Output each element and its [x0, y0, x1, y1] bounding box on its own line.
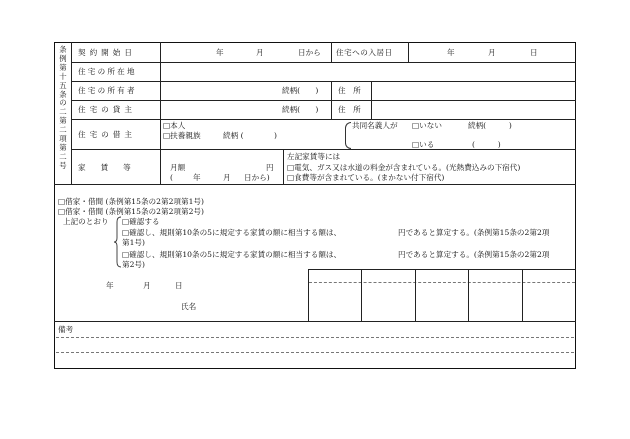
owner-address-label: 住 所 [338, 86, 361, 95]
check-item-2[interactable]: □借家・借間 (条例第15条の2第2項第2号) [58, 207, 204, 216]
sign-month: 月 [143, 281, 151, 290]
rule [160, 42, 161, 184]
check-item-1[interactable]: □借家・借間 (条例第15条の2第2項第1号) [58, 197, 204, 206]
rule [71, 149, 576, 150]
move-in-label: 住宅への入居日 [336, 48, 393, 57]
location-label: 住宅の所在地 [78, 67, 137, 76]
rule [331, 42, 332, 62]
sign-day: 日 [175, 281, 183, 290]
rule [71, 81, 576, 82]
option-b-text-2: 第2号) [122, 260, 145, 269]
remarks-label: 備考 [58, 325, 74, 334]
contract-start-year: 年 [216, 48, 224, 57]
option-b-text[interactable]: □確認し、規則第10条の5に規定する家賃の額に相当する額は、 [122, 250, 342, 259]
remarks-line[interactable] [56, 337, 574, 338]
option-a-amount: 円であると算定する。(条例第15条の2第2項 [398, 228, 550, 237]
co-tenant-none-checkbox[interactable]: □いない [412, 121, 442, 130]
rule [71, 42, 72, 184]
rule [71, 62, 576, 63]
remarks-line[interactable] [56, 352, 574, 353]
rent-since-open: ( [170, 173, 173, 182]
contract-start-day: 日から [298, 48, 321, 57]
owner-relation: 続柄( ) [282, 86, 319, 95]
move-in-year: 年 [447, 48, 455, 57]
stamp-box-rule [522, 269, 523, 321]
lender-relation: 続柄( ) [282, 105, 319, 114]
rent-since-day: 日から) [244, 173, 270, 182]
move-in-day: 日 [530, 48, 538, 57]
lender-label: 住宅の貸主 [78, 105, 136, 114]
rent-monthly-label: 月額 [170, 163, 186, 172]
co-tenant-exists-paren: ( ) [472, 140, 501, 149]
stamp-box-rule [415, 269, 416, 321]
options-brace [114, 217, 122, 267]
rule [283, 149, 284, 184]
rent-label: 家賃等 [78, 163, 146, 172]
co-tenant-none-relation: 続柄( ) [468, 121, 512, 130]
option-a-text-2: 第1号) [122, 238, 145, 247]
borrower-label: 住宅の借主 [78, 130, 136, 139]
co-tenant-brace [345, 122, 351, 149]
contract-start-label: 契約開始日 [78, 48, 136, 57]
sign-year: 年 [106, 281, 114, 290]
move-in-month: 月 [488, 48, 496, 57]
rent-note-utilities[interactable]: □電気、ガス又は水道の料金が含まれている。(光熱費込みの下宿代) [287, 163, 521, 172]
option-confirm[interactable]: □確認する [122, 217, 160, 226]
side-label: 条例第十五条の二第二項第二号 [59, 45, 67, 170]
option-a-text[interactable]: □確認し、規則第10条の5に規定する家賃の額に相当する額は、 [122, 228, 342, 237]
borrower-relation: 続柄 ( ) [223, 131, 277, 140]
lender-address-label: 住 所 [338, 105, 361, 114]
rent-since-month: 月 [223, 173, 231, 182]
rule [408, 42, 409, 62]
co-tenant-label: 共同名義人が [352, 121, 398, 130]
remarks-divider [54, 321, 576, 322]
rule [71, 119, 576, 120]
rent-note-title: 左記家賃等には [287, 152, 341, 161]
borrower-dependent-checkbox[interactable]: □扶養親族 [163, 131, 201, 140]
option-b-amount: 円であると算定する。(条例第15条の2第2項 [398, 250, 550, 259]
rule [54, 184, 576, 185]
stamp-box-divider [309, 282, 575, 283]
rent-note-meals[interactable]: □食費等が含まれている。(まかない付下宿代) [287, 173, 445, 182]
stamp-box-rule [361, 269, 362, 321]
rent-yen: 円 [266, 163, 274, 172]
rule [71, 100, 576, 101]
borrower-self-checkbox[interactable]: □本人 [163, 121, 186, 130]
contract-start-month: 月 [256, 48, 264, 57]
signature-name-label: 氏名 [181, 302, 197, 311]
stamp-box-rule [308, 269, 309, 321]
co-tenant-exists-checkbox[interactable]: □いる [412, 140, 435, 149]
owner-label: 住宅の所有者 [78, 86, 137, 95]
rent-since-year: 年 [193, 173, 201, 182]
as-above-label: 上記のとおり [63, 217, 109, 226]
stamp-box-top [308, 269, 576, 270]
stamp-box-rule [468, 269, 469, 321]
